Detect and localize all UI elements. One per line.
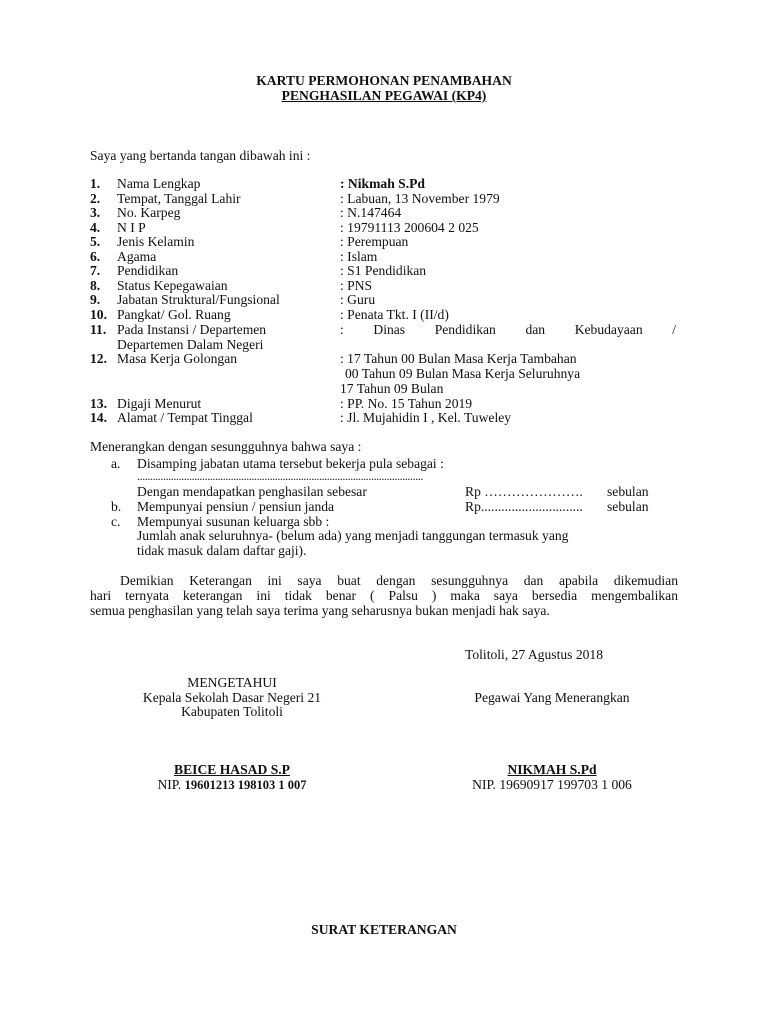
item-a-letter: a. [111,456,121,471]
field-label: Jenis Kelamin [117,234,195,249]
field-label: Agama [117,248,157,264]
field-number: 13. [90,395,107,411]
field-label: Digaji Menurut [117,395,202,411]
employee-heading: Pegawai Yang Menerangkan [474,689,630,705]
document-title-line2: PENGHASILAN PEGAWAI (KP4) [281,88,487,103]
principal-name: BEICE HASAD S.P [174,762,290,777]
field-label: Jabatan Struktural/Fungsional [117,292,280,307]
field-number: 11. [90,322,107,337]
field-number: 12. [90,351,107,366]
field-number: 9. [90,292,101,307]
item-c-text: Mempunyai susunan keluarga sbb : [137,513,330,529]
field-number: 3. [90,205,101,220]
declaration-intro: Menerangkan dengan sesungguhnya bahwa saya : [90,439,362,454]
principal-nip [100,777,364,793]
field-label: Pendidikan [117,263,179,278]
employee-name: NIKMAH S.Pd [507,762,597,777]
place-date: Tolitoli, 27 Agustus 2018 [465,647,604,662]
field-value: : Nikmah S.Pd [340,176,425,191]
regency-name: Kabupaten Tolitoli [181,704,283,719]
field-value-line2: 00 Tahun 09 Bulan Masa Kerja Seluruhnya [345,366,581,381]
field-label: Nama Lengkap [117,176,201,191]
field-number: 14. [90,410,107,425]
value-word: / [672,322,676,337]
field-label: Status Kepegawaian [117,277,228,293]
closing-paragraph [90,573,678,618]
field-number: 7. [90,263,101,278]
principal-title: Kepala Sekolah Dasar Negeri 21 [142,689,322,705]
intro-text: Saya yang bertanda tangan dibawah ini : [90,148,311,163]
field-value-line3: 17 Tahun 09 Bulan [340,380,444,396]
field-value: : PNS [340,277,373,293]
field-label: Tempat, Tanggal Lahir [117,190,241,206]
item-a-period: sebulan [607,484,649,499]
value-word: Pendidikan [434,322,496,337]
field-value: : S1 Pendidikan [340,263,427,278]
field-value: : Perempuan [340,234,409,249]
field-number: 2. [90,190,101,206]
field-number: 10. [90,306,107,322]
acknowledged-heading: MENGETAHUI [187,675,277,690]
item-c-letter: c. [111,513,121,529]
nip-label: NIP. [157,777,182,792]
field-label: Pada Instansi / Departemen [117,322,267,337]
field-number: 4. [90,219,101,235]
field-value: : Islam [340,248,378,264]
field-value: : PP. No. 15 Tahun 2019 [340,395,473,411]
value-word: Dinas [373,322,406,337]
field-number: 6. [90,248,101,264]
field-label-continued: Departemen Dalam Negeri [117,336,264,352]
field-label: Masa Kerja Golongan [117,351,238,366]
field-number: 5. [90,234,101,249]
item-c-line1: Jumlah anak seluruhnya- (belum ada) yang menjadi tanggungan termasuk yang [137,528,569,543]
next-document-title: SURAT KETERANGAN [311,922,457,937]
field-value: : Jl. Mujahidin I , Kel. Tuweley [340,410,512,425]
item-a-dotted-line: .............................................................................................................. [137,469,424,483]
field-value: : Guru [340,292,376,307]
field-value: : 17 Tahun 00 Bulan Masa Kerja Tambahan [340,351,577,366]
field-label: Pangkat/ Gol. Ruang [117,306,231,322]
item-b-amount: Rp.............................. [465,498,583,514]
item-c-line2: tidak masuk dalam daftar gaji). [137,542,307,558]
item-b-letter: b. [111,498,122,514]
nip-number: 19601213 198103 1 007 [184,778,307,792]
field-value: : N.147464 [340,205,402,220]
field-value: : Labuan, 13 November 1979 [340,190,500,206]
value-word: dan [525,322,546,337]
employee-nip: NIP. 19690917 199703 1 006 [472,777,632,792]
item-b-text: Mempunyai pensiun / pensiun janda [137,498,335,514]
field-value: : 19791113 200604 2 025 [340,219,479,235]
closing-line: hari ternyata keterangan ini tidak benar ( Palsu ) maka saya bersedia mengembalikan [90,588,678,603]
field-label: N I P [117,219,146,235]
item-a-amount: Rp …………………. [465,484,583,499]
item-a-text: Disamping jabatan utama tersebut bekerja pula sebagai : [137,456,444,471]
value-word: : [340,322,344,337]
item-b-period: sebulan [607,498,649,514]
field-number: 8. [90,277,101,293]
field-label: No. Karpeg [117,205,181,220]
item-a-income-label: Dengan mendapatkan penghasilan sebesar [137,484,367,499]
field-value-institution [340,322,676,337]
value-word: Kebudayaan [574,322,643,337]
closing-line: semua penghasilan yang telah saya terima yang seharusnya bukan menjadi hak saya. [90,603,550,618]
field-label: Alamat / Tempat Tinggal [117,410,253,425]
field-value: : Penata Tkt. I (II/d) [340,306,449,322]
field-number: 1. [90,176,101,191]
document-title-line1: KARTU PERMOHONAN PENAMBAHAN [256,73,512,88]
closing-line: Demikian Keterangan ini saya buat dengan sesungguhnya dan apabila dikemudian [120,573,678,588]
